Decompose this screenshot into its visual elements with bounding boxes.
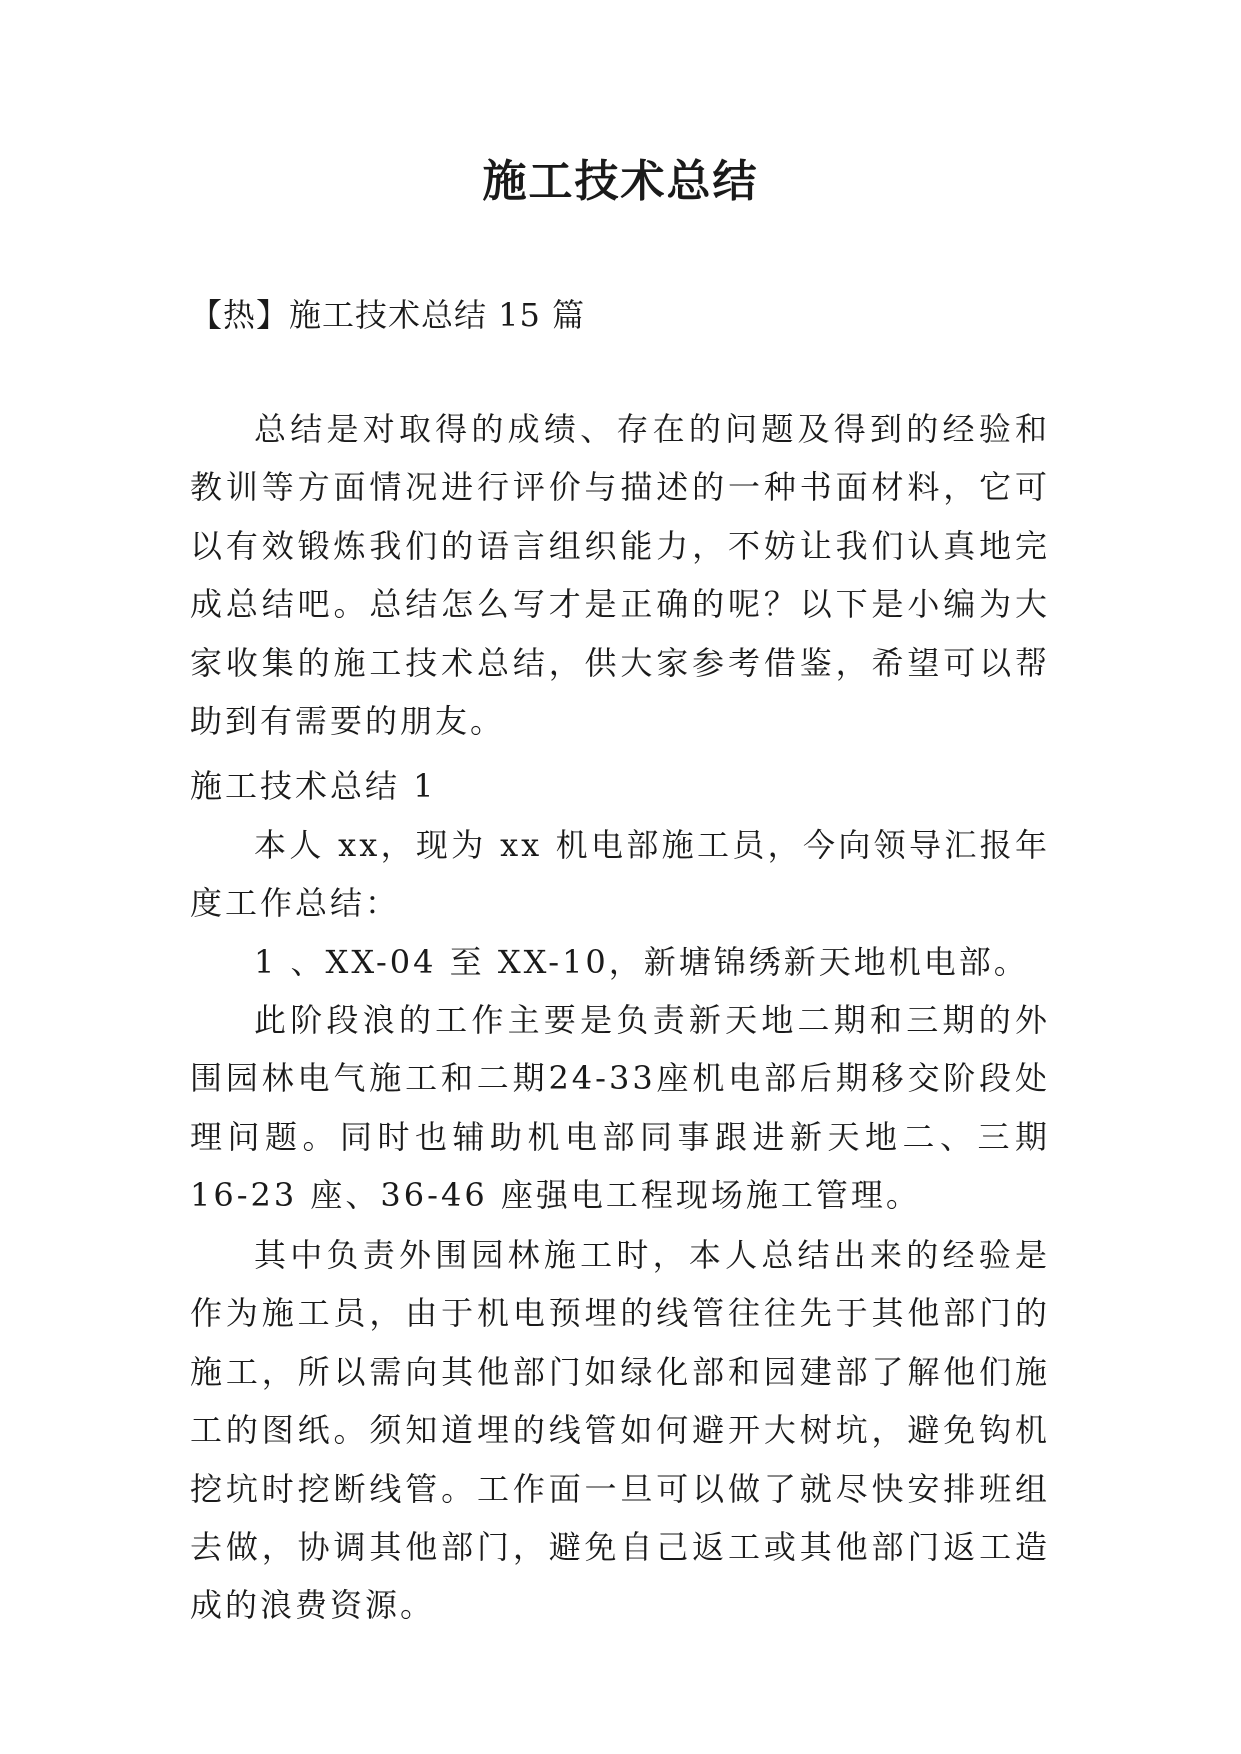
body-paragraph: 此阶段浪的工作主要是负责新天地二期和三期的外围园林电气施工和二期24-33座机电部后期移交阶段处理问题。同时也辅助机电部同事跟进新天地二、三期 16-23 座、36-46 座强电工程现场施工管理。 — [190, 1001, 1050, 1215]
document-title: 施工技术总结 — [482, 156, 759, 207]
section-heading: 施工技术总结 1 — [190, 767, 437, 805]
document-subtitle: 【热】施工技术总结 15 篇 — [190, 296, 586, 334]
body-paragraph: 其中负责外围园林施工时，本人总结出来的经验是作为施工员，由于机电预埋的线管往往先于其他部门的施工，所以需向其他部门如绿化部和园建部了解他们施工的图纸。须知道埋的线管如何避开大树坑，避免钩机挖坑时挖断线管。工作面一旦可以做了就尽快安排班组去做，协调其他部门，避免自己返工或其他部门返工造成的浪费资源。 — [190, 1236, 1050, 1625]
body-paragraph: 本人 xx，现为 xx 机电部施工员，今向领导汇报年度工作总结： — [190, 826, 1050, 923]
body-paragraph: 1 、XX-04 至 XX-10，新塘锦绣新天地机电部。 — [254, 943, 1029, 981]
intro-paragraph: 总结是对取得的成绩、存在的问题及得到的经验和教训等方面情况进行评价与描述的一种书面材料，它可以有效锻炼我们的语言组织能力，不妨让我们认真地完成总结吧。总结怎么写才是正确的呢？以下是小编为大家收集的施工技术总结，供大家参考借鉴，希望可以帮助到有需要的朋友。 — [190, 410, 1050, 741]
